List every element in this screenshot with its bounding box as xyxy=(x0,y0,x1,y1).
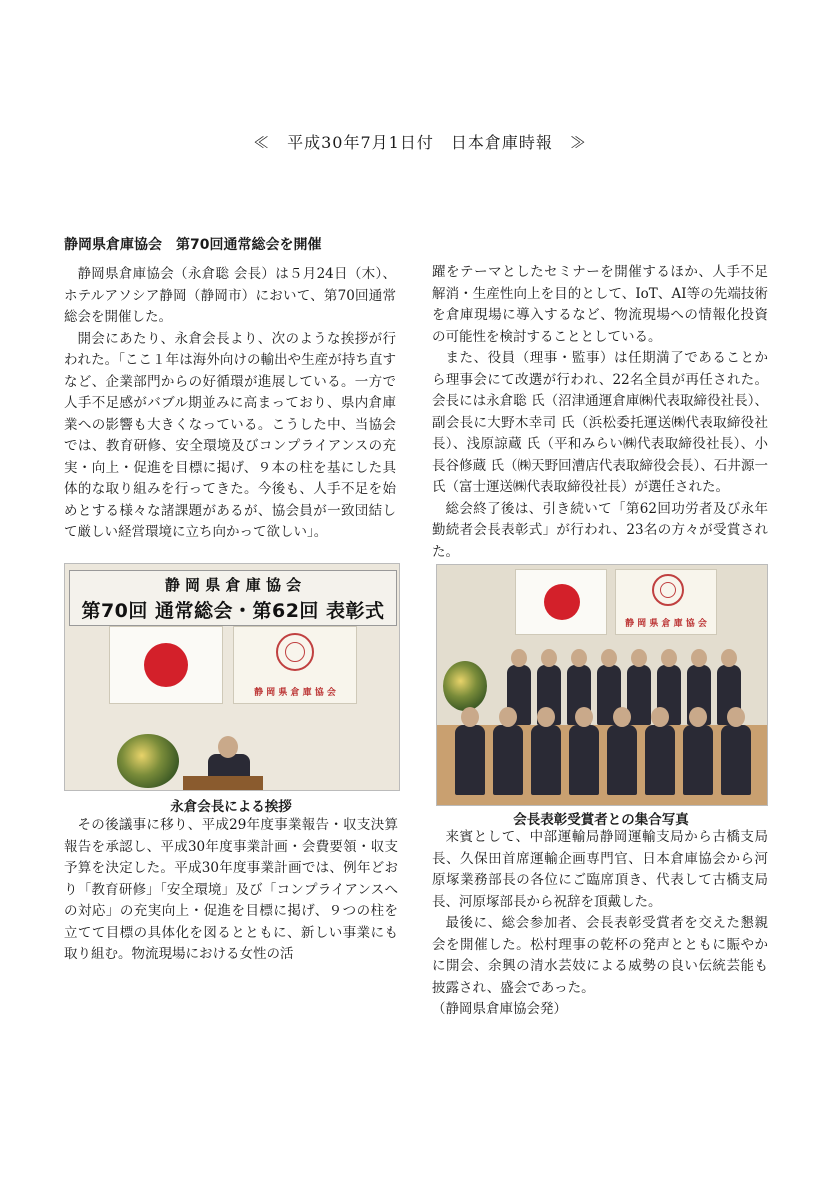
association-flag-label: 静 岡 県 倉 庫 協 会 xyxy=(625,619,707,629)
article-headline: 静岡県倉庫協会 第70回通常総会を開催 xyxy=(64,237,322,253)
association-flag xyxy=(233,626,357,704)
article-body-left-bottom xyxy=(64,815,398,966)
paragraph: また、役員（理事・監事）は任期満了であることから理事会にて改選が行われ、22名全員が再任された。会長には永倉聡 氏（沼津通運倉庫㈱代表取締役社長）、副会長に大野木幸司 氏（浜松委托運送㈱代表取締役社長）、浅原諒蔵 氏（平和みらい㈱代表取締役社長）、小長谷修蔵 氏（㈱天野回漕店代表取締役会長）、石井源一氏（富士運送㈱代表取締役社長）が選任された。 xyxy=(432,350,768,495)
association-seal-icon xyxy=(276,633,314,671)
paragraph: その後議事に移り、平成29年度事業報告・収支決算報告を承認し、平成30年度事業計画・会費要領・収支予算を決定した。平成30年度事業計画では、例年どおり「教育研修」「安全環境」及び「コンプライアンスへの対応」の充実向上・促進を目標に掲げ、９つの柱を立てて目標の具体化を図るとともに、新しい事業にも取り組む。物流現場における女性の活 xyxy=(64,817,398,962)
association-flag-label: 静 岡 県 倉 庫 協 会 xyxy=(254,688,336,698)
paragraph: 静岡県倉庫協会（永倉聡 会長）は５月24日（木）、ホテルアソシア静岡（静岡市）において、第70回通常総会を開催した。 xyxy=(64,266,396,325)
article-body-right-bottom xyxy=(432,827,768,1021)
podium xyxy=(183,776,263,790)
association-flag xyxy=(615,569,717,635)
source-credit: （静岡県倉庫協会発） xyxy=(432,1001,567,1017)
publication-header: ≪ 平成30年7月1日付 日本倉庫時報 ≫ xyxy=(253,133,587,152)
flower-arrangement xyxy=(443,661,487,711)
paragraph: 最後に、総会参加者、会長表彰受賞者を交えた懇親会を開催した。松村理事の乾杯の発声とともに賑やかに開会、余興の清水芸妓による威勢の良い伝統芸能も披露され、盛会であった。 xyxy=(432,915,768,996)
japan-flag xyxy=(515,569,607,635)
speaker-head xyxy=(218,736,238,758)
photo-caption-left: 永倉会長による挨拶 xyxy=(170,799,292,815)
photo-group-awardees xyxy=(436,564,768,806)
paragraph: 開会にあたり、永倉会長より、次のような挨拶が行われた。「ここ１年は海外向けの輸出や生産が持ち直すなど、企業部門からの好循環が進展している。一方で人手不足感がバブル期並みに高まっており、県内倉庫業への影響も大きくなっている。こうした中、当協会では、教育研修、安全環境及びコンプライアンスの充実・向上・促進を目標に掲げ、９本の柱を基にした具体的な取り組みを行ってきた。今後も、人手不足を始めとする様々な諸課題があるが、協会員が一致団結して厳しい経営環境に立ち向かって欲しい」。 xyxy=(64,330,396,540)
event-banner xyxy=(69,570,397,626)
banner-line1: 静 岡 県 倉 庫 協 会 xyxy=(164,576,302,594)
banner-line2: 第70回 通常総会・第62回 表彰式 xyxy=(81,600,385,622)
association-seal-icon xyxy=(652,574,684,606)
photo-chairman-greeting xyxy=(64,563,400,791)
paragraph: 来賓として、中部運輸局静岡運輸支局から古橋支局長、久保田首席運輸企画専門官、日本倉庫協会から河原塚業務部長の各位にご臨席頂き、代表して古橋支局長、河原塚部長から祝辞を頂戴した。 xyxy=(432,829,768,910)
article-body-right-top xyxy=(432,262,768,563)
flower-arrangement xyxy=(117,734,179,788)
paragraph: 総会終了後は、引き続いて「第62回功労者及び永年勤続者会長表彰式」が行われ、23名の方々が受賞された。 xyxy=(432,500,768,560)
japan-flag xyxy=(109,626,223,704)
photo-caption-right: 会長表彰受賞者との集合写真 xyxy=(513,812,689,828)
paragraph: 躍をテーマとしたセミナーを開催するほか、人手不足解消・生産性向上を目的として、IoT、AI等の先端技術を倉庫現場に導入するなど、物流現場への情報化投資の可能性を検討することとしている。 xyxy=(432,264,768,345)
article-body-left-top xyxy=(64,264,396,544)
